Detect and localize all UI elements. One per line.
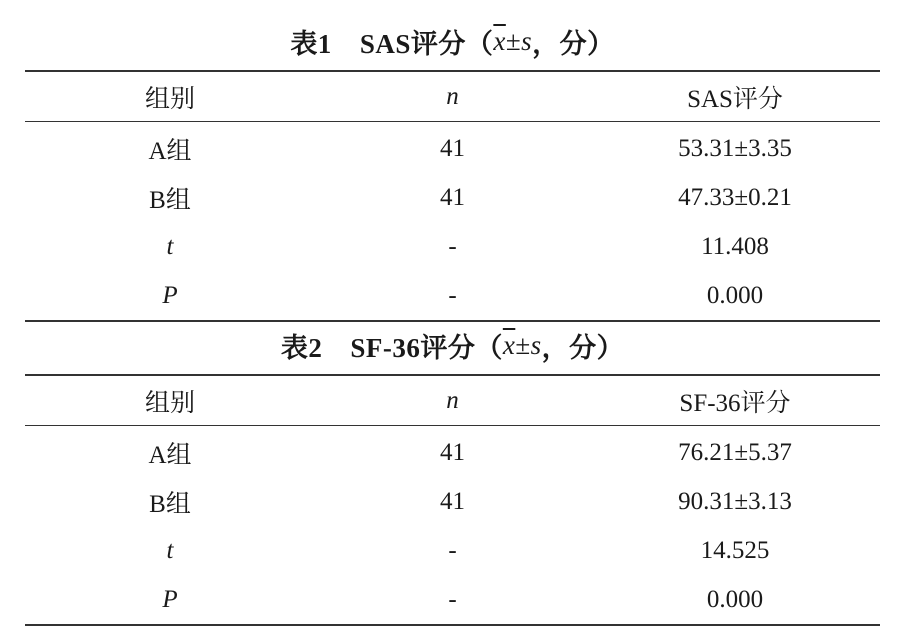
n-cell: - [448,536,457,564]
table-row [25,477,880,526]
table-row [25,124,880,173]
table-number: 表1 [290,28,332,59]
header-n: n [446,82,459,110]
group-cell: A组 [148,137,192,165]
header-group: 组别 [144,85,195,113]
table-header-row [25,72,880,121]
header-n: n [446,386,459,414]
sf36-score-table [25,316,880,626]
n-cell: 41 [440,438,465,466]
n-cell: - [448,232,457,260]
n-cell: - [448,281,457,309]
table-row [25,173,880,222]
score-cell: 0.000 [706,585,764,613]
stat-label-cell: t [166,536,174,564]
header-score: SF-36评分 [679,389,791,417]
stat-label-cell: P [162,281,178,309]
table-header-row [25,376,880,425]
stat-label-cell: t [166,232,174,260]
table-caption [25,0,880,70]
table-title-tail: ，分） [532,28,615,59]
score-cell: 14.525 [700,536,770,564]
group-cell: B组 [149,186,191,214]
sd-symbol: s [521,25,533,56]
plus-minus-symbol: ± [515,329,531,360]
table-row [25,222,880,271]
table-row [25,271,880,320]
mean-symbol: $\overline{x}$ [493,25,506,56]
header-score: SAS评分 [687,85,783,113]
group-cell: A组 [148,441,192,469]
table-number: 表2 [280,332,323,363]
table-row [25,526,880,575]
score-cell: 76.21±5.37 [678,438,792,466]
score-cell: 53.31±3.35 [678,134,792,162]
sas-score-table [25,0,880,322]
plus-minus-symbol: ± [505,25,522,56]
n-cell: 41 [440,134,465,162]
table-title-tail: ，分） [541,332,625,363]
table-row [25,428,880,477]
header-group: 组别 [144,389,195,417]
table-title: SF-36评分（ [350,332,503,363]
stat-label-cell: P [162,585,178,613]
table-caption [25,316,880,374]
bottom-rule [25,624,880,626]
score-cell: 90.31±3.13 [678,487,792,515]
score-cell: 47.33±0.21 [678,183,792,211]
group-cell: B组 [149,490,191,518]
score-cell: 11.408 [701,232,769,260]
n-cell: 41 [440,183,465,211]
sd-symbol: s [530,329,542,360]
n-cell: 41 [440,487,465,515]
score-cell: 0.000 [706,281,764,309]
table-row [25,575,880,624]
n-cell: - [448,585,457,613]
mean-symbol: $\overline{x}$ [502,329,516,360]
table-title: SAS评分（ [359,28,494,59]
